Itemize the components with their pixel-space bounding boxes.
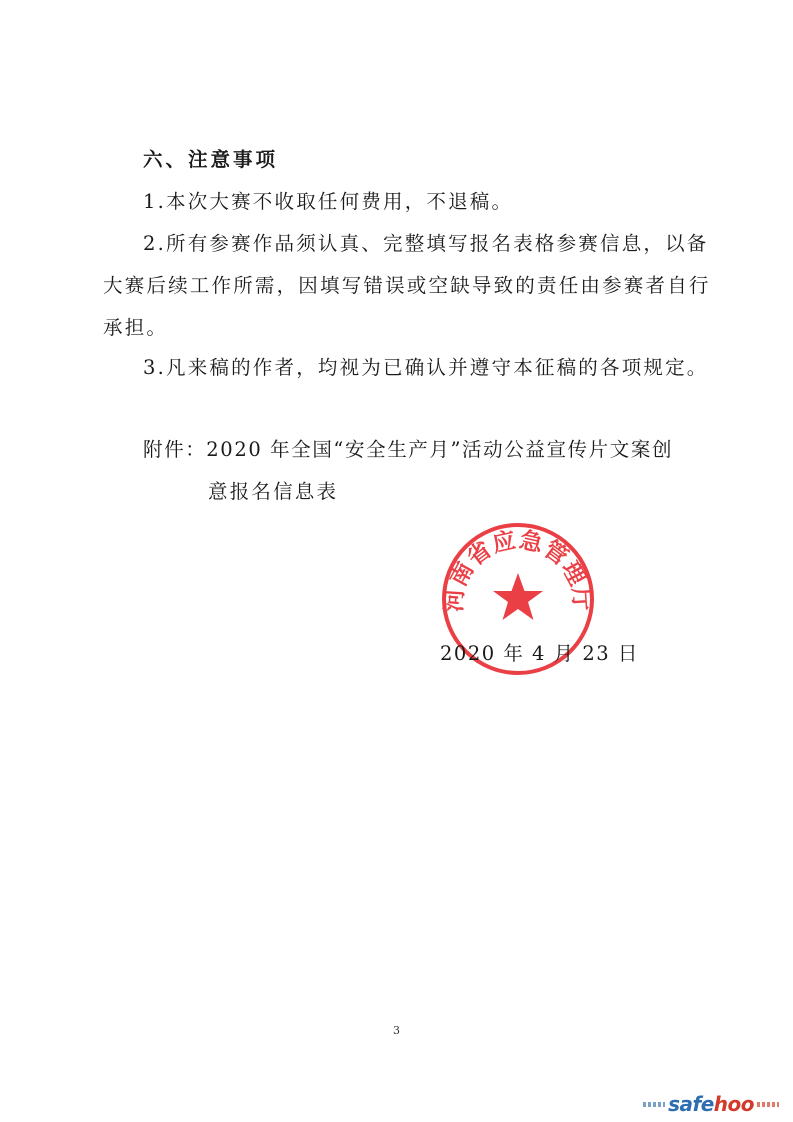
notice-item-1: 1.本次大赛不收取任何费用，不退稿。 [143, 190, 514, 213]
notice-item-2-end: 承担。 [103, 316, 169, 339]
site-watermark [643, 1092, 779, 1116]
star-icon [493, 573, 543, 620]
attachment-line-continued: 意报名信息表 [208, 480, 339, 503]
notice-item-2-continued: 大赛后续工作所需，因填写错误或空缺导致的责任由参赛者自行 [103, 274, 711, 297]
page-number: 3 [393, 1024, 400, 1037]
notice-item-2: 2.所有参赛作品须认真、完整填写报名表格参赛信息，以备 [143, 232, 709, 255]
watermark-logo: safehoo [668, 1092, 754, 1116]
attachment-line: 附件：2020 年全国“安全生产月”活动公益宣传片文案创 [143, 438, 674, 461]
watermark-dots-left [643, 1102, 665, 1107]
document-date: 2020 年 4 月 23 日 [440, 642, 639, 665]
notice-item-3: 3.凡来稿的作者，均视为已确认并遵守本征稿的各项规定。 [143, 356, 709, 379]
section-heading: 六、注意事项 [143, 148, 279, 171]
svg-text:河南省应急管理厅: 河南省应急管理厅 [441, 527, 595, 613]
watermark-dots-right [757, 1102, 779, 1107]
